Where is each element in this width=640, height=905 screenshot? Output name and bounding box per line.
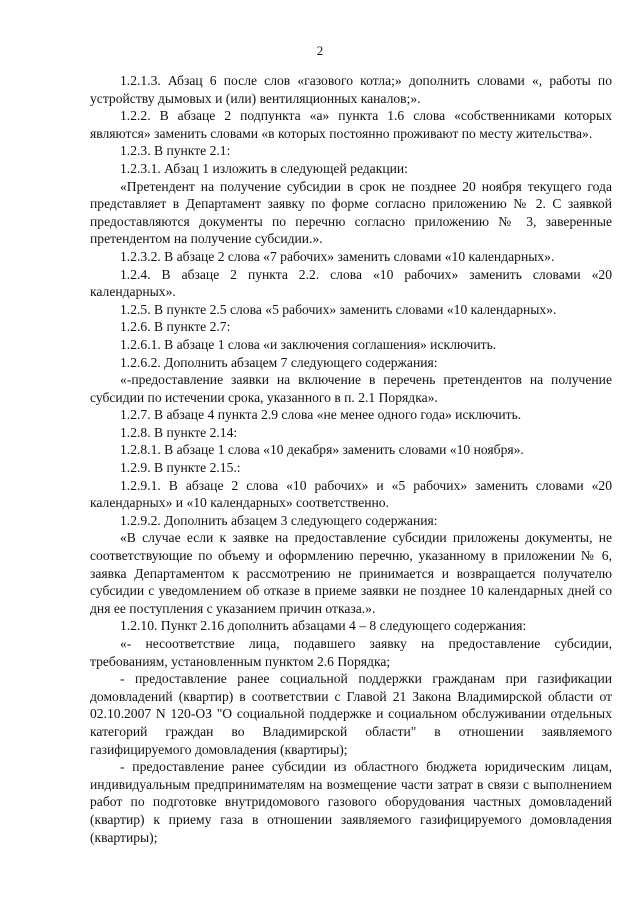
paragraph-quote-2-7: «-предоставление заявки на включение в перечень претендентов на получение субсидии по истечении срока, указанного в п. 2.1 Порядка». <box>90 372 612 405</box>
paragraph-1-2-6: 1.2.6. В пункте 2.7: <box>120 319 231 335</box>
paragraph-1-2-9-2: 1.2.9.2. Дополнить абзацем 3 следующего содержания: <box>120 512 438 528</box>
paragraph-1-2-3-2: 1.2.3.2. В абзаце 2 слова «7 рабочих» заменить словами «10 календарных». <box>120 248 555 264</box>
paragraph-1-2-8-1: 1.2.8.1. В абзаце 1 слова «10 декабря» заменить словами «10 ноября». <box>120 442 524 458</box>
paragraph-quote-2-15: «В случае если к заявке на предоставление субсидии приложены документы, не соответствующие по объему и оформлению перечню, указанному в приложении № 6, заявка Департаментом к рассмотрению не принимается и возвращается получателю субсидии с уведомлением об отказе в приеме заявки не позднее 10 календарных дней со дня ее поступления с указанием причин отказа.». <box>90 530 612 616</box>
paragraph-quote-2-1: «Претендент на получение субсидии в срок не позднее 20 ноября текущего года представляет в Департамент заявку по форме согласно приложению № 2. С заявкой предоставляются документы по перечню согласно приложению № 3, заверенные претендентом на получение субсидии.». <box>90 178 612 247</box>
paragraph-1-2-5: 1.2.5. В пункте 2.5 слова «5 рабочих» заменить словами «10 календарных». <box>120 301 557 317</box>
paragraph-1-2-3: 1.2.3. В пункте 2.1: <box>120 143 231 159</box>
paragraph-1-2-6-1: 1.2.6.1. В абзаце 1 слова «и заключения соглашения» исключить. <box>120 336 497 352</box>
paragraph-1-2-8: 1.2.8. В пункте 2.14: <box>120 424 238 440</box>
paragraph-1-2-4: 1.2.4. В абзаце 2 пункта 2.2. слова «10 рабочих» заменить словами «20 календарных». <box>90 266 612 300</box>
paragraph-1-2-6-2: 1.2.6.2. Дополнить абзацем 7 следующего содержания: <box>120 354 438 370</box>
paragraph-1-2-7: 1.2.7. В абзаце 4 пункта 2.9 слова «не менее одного года» исключить. <box>120 407 522 423</box>
paragraph-1-2-9-1: 1.2.9.1. В абзаце 2 слова «10 рабочих» и «5 рабочих» заменить словами «20 календарных» и «10 календарных» соответственно. <box>90 477 612 511</box>
paragraph-list-item-2: - предоставление ранее социальной поддержки гражданам при газификации домовладений (квартир) в соответствии с Главой 21 Закона Владимирской области от 02.10.2007 N 120-ОЗ "О социальной поддержке и социальном обслуживании отдельных категорий граждан во Владимирской области" в отношении заявляемого газифицируемого домовладения (квартиры); <box>90 671 612 757</box>
paragraph-1-2-3-1: 1.2.3.1. Абзац 1 изложить в следующей редакции: <box>120 160 408 176</box>
paragraph-1-2-10: 1.2.10. Пункт 2.16 дополнить абзацами 4 – 8 следующего содержания: <box>120 618 527 634</box>
paragraph-1-2-1-3: 1.2.1.3. Абзац 6 после слов «газового котла;» дополнить словами «, работы по устройству дымовых и (или) вентиляционных каналов;». <box>90 73 612 106</box>
paragraph-1-2-2: 1.2.2. В абзаце 2 подпункта «а» пункта 1.6 слова «собственниками которых являются» заменить словами «в которых постоянно проживают по месту жительства». <box>90 108 612 141</box>
paragraph-list-item-1: «- несоответствие лица, подавшего заявку на предоставление субсидии, требованиям, установленным пунктом 2.6 Порядка; <box>90 636 612 669</box>
document-body <box>90 72 612 846</box>
paragraph-1-2-9: 1.2.9. В пункте 2.15.: <box>120 460 241 476</box>
paragraph-list-item-3: - предоставление ранее субсидии из областного бюджета юридическим лицам, индивидуальным предпринимателям на возмещение части затрат в связи с выполнением работ по подготовке внутридомового газового оборудования частных домовладений (квартир) к приему газа в отношении заявляемого газифицируемого домовладения (квартиры); <box>90 759 612 845</box>
page-number: 2 <box>316 43 324 58</box>
